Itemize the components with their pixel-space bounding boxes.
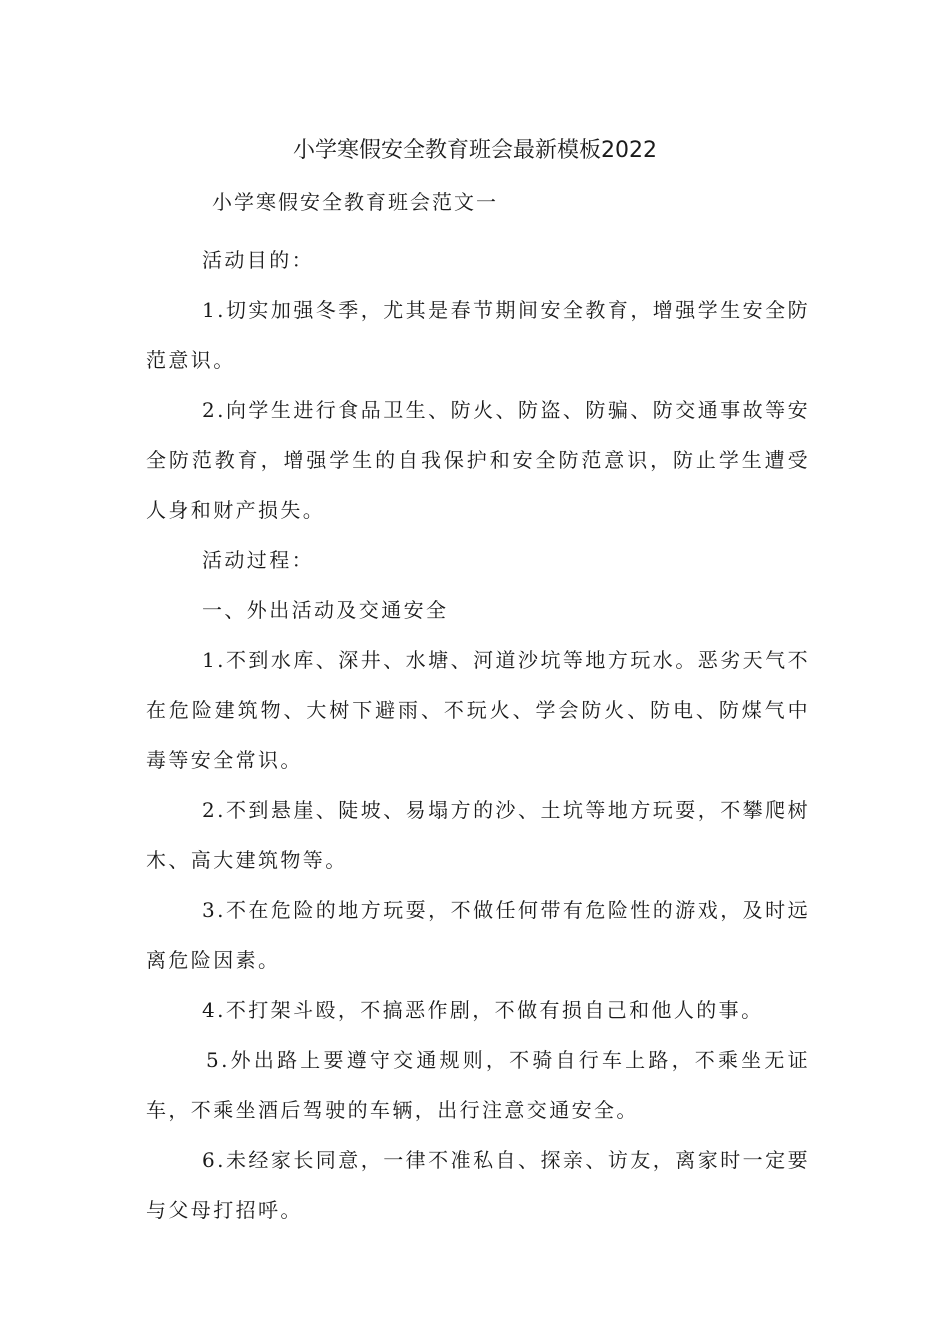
paragraph: 1.切实加强冬季，尤其是春节期间安全教育，增强学生安全防范意识。 [146, 298, 810, 372]
paragraph: 2.不到悬崖、陡坡、易塌方的沙、土坑等地方玩耍，不攀爬树木、高大建筑物等。 [146, 798, 810, 872]
section-heading: 一、外出活动及交通安全 [202, 598, 449, 622]
paragraph: 1.不到水库、深井、水塘、河道沙坑等地方玩水。恶劣天气不在危险建筑物、大树下避雨、不玩火、学会防火、防电、防煤气中毒等安全常识。 [146, 648, 810, 772]
paragraph: 3.不在危险的地方玩耍，不做任何带有危险性的游戏，及时远离危险因素。 [146, 898, 810, 972]
paragraph-process-heading: 活动过程： [202, 548, 314, 572]
paragraph: 4.不打架斗殴，不搞恶作剧，不做有损自己和他人的事。 [202, 998, 764, 1022]
paragraph: 5.外出路上要遵守交通规则，不骑自行车上路，不乘坐无证车，不乘坐酒后驾驶的车辆，出行注意交通安全。 [146, 1048, 810, 1122]
document-subtitle: 小学寒假安全教育班会范文一 [212, 190, 498, 214]
document-body [146, 235, 810, 1235]
paragraph-purpose-heading: 活动目的： [202, 248, 314, 272]
paragraph: 6.未经家长同意，一律不准私自、探亲、访友，离家时一定要与父母打招呼。 [146, 1148, 810, 1222]
document-title: 小学寒假安全教育班会最新模板2022 [293, 138, 657, 163]
paragraph: 2.向学生进行食品卫生、防火、防盗、防骗、防交通事故等安全防范教育，增强学生的自我保护和安全防范意识，防止学生遭受人身和财产损失。 [146, 398, 810, 522]
